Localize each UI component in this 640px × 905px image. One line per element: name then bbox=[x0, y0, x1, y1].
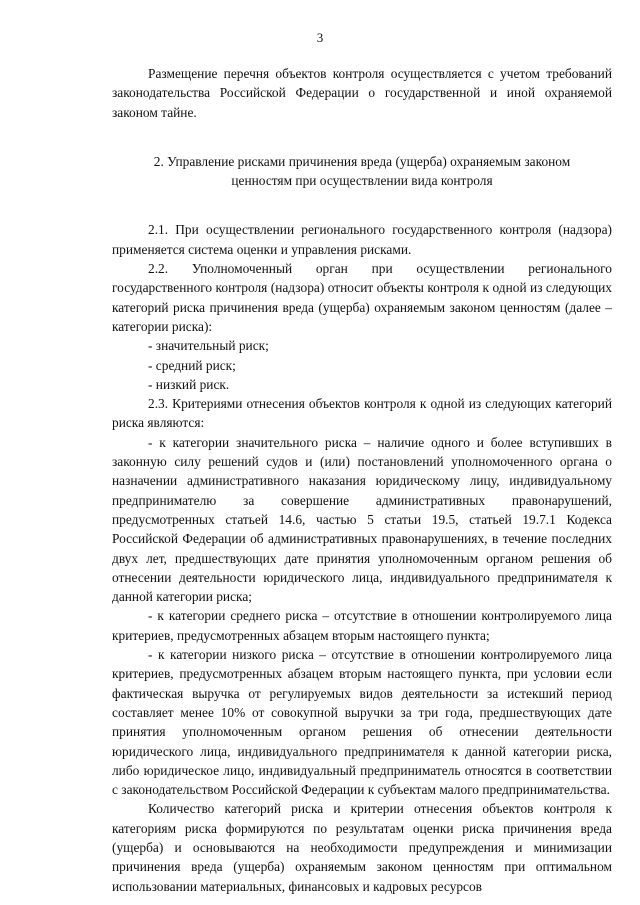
section-heading: 2. Управление рисками причинения вреда (ущерба) охраняемым законом ценностям при осуществлении вида контроля bbox=[153, 153, 571, 189]
risk-list-item-medium: - средний риск; bbox=[148, 357, 236, 373]
criterion-medium: - к категории среднего риска – отсутствие в отношении контролируемого лица критериев, предусмотренных абзацем вторым настоящего пункта; bbox=[112, 608, 612, 643]
risk-list-item-significant: - значительный риск; bbox=[148, 338, 269, 354]
page-content bbox=[112, 64, 612, 896]
paragraph-2-2: 2.2. Уполномоченный орган при осуществлении регионального государственного контроля (надзора) относит объекты контроля к одной из следующих категорий риска причинения вреда (ущерба) охраняемым законом ценностям (далее – категории риска): bbox=[112, 261, 612, 334]
risk-list-item-low: - низкий риск. bbox=[148, 376, 230, 392]
paragraph-2-1: 2.1. При осуществлении регионального государственного контроля (надзора) применяется система оценки и управления рисками. bbox=[112, 222, 612, 257]
criterion-low: - к категории низкого риска – отсутствие в отношении контролируемого лица критериев, предусмотренных абзацем вторым настоящего пункта, при условии если фактическая выручка от регулируемых видов деятельности за истекший период составляет менее 10% от совокупной выручки за три года, предшествующих дате принятия уполномоченным органом решения об отнесении деятельности юридического лица, индивидуального предпринимателя к данной категории риска, либо юридическое лицо, индивидуальный предприниматель относятся в соответствии с законодательством Российской Федерации к субъектам малого предпринимательства. bbox=[112, 647, 612, 798]
criterion-significant: - к категории значительного риска – наличие одного и более вступивших в законную силу решений судов и (или) постановлений уполномоченного органа о назначении административного наказания юридическому лицу, индивидуальному предпринимателю за совершение административных правонарушений, предусмотренных статьей 14.6, частью 5 статьи 19.5, статьей 19.7.1 Кодекса Российской Федерации об административных правонарушениях, в течение последних двух лет, предшествующих дате принятия уполномоченным органом решения об отнесении деятельности юридического лица, индивидуального предпринимателя к данной категории риска; bbox=[112, 434, 612, 605]
paragraph-2-3: 2.3. Критериями отнесения объектов контроля к одной из следующих категорий риска являются: bbox=[112, 396, 612, 431]
intro-paragraph: Размещение перечня объектов контроля осуществляется с учетом требований законодательства Российской Федерации о государственной и иной охраняемой законом тайне. bbox=[112, 66, 612, 120]
section-body bbox=[112, 220, 612, 895]
page-number: 3 bbox=[316, 30, 324, 45]
final-paragraph: Количество категорий риска и критерии отнесения объектов контроля к категориям риска формируются по результатам оценки риска причинения вреда (ущерба) и основываются на необходимости предупреждения и минимизации причинения вреда (ущерба) охраняемым законом ценностям при оптимальном использовании материальных, финансовых и кадровых ресурсов bbox=[112, 801, 612, 894]
